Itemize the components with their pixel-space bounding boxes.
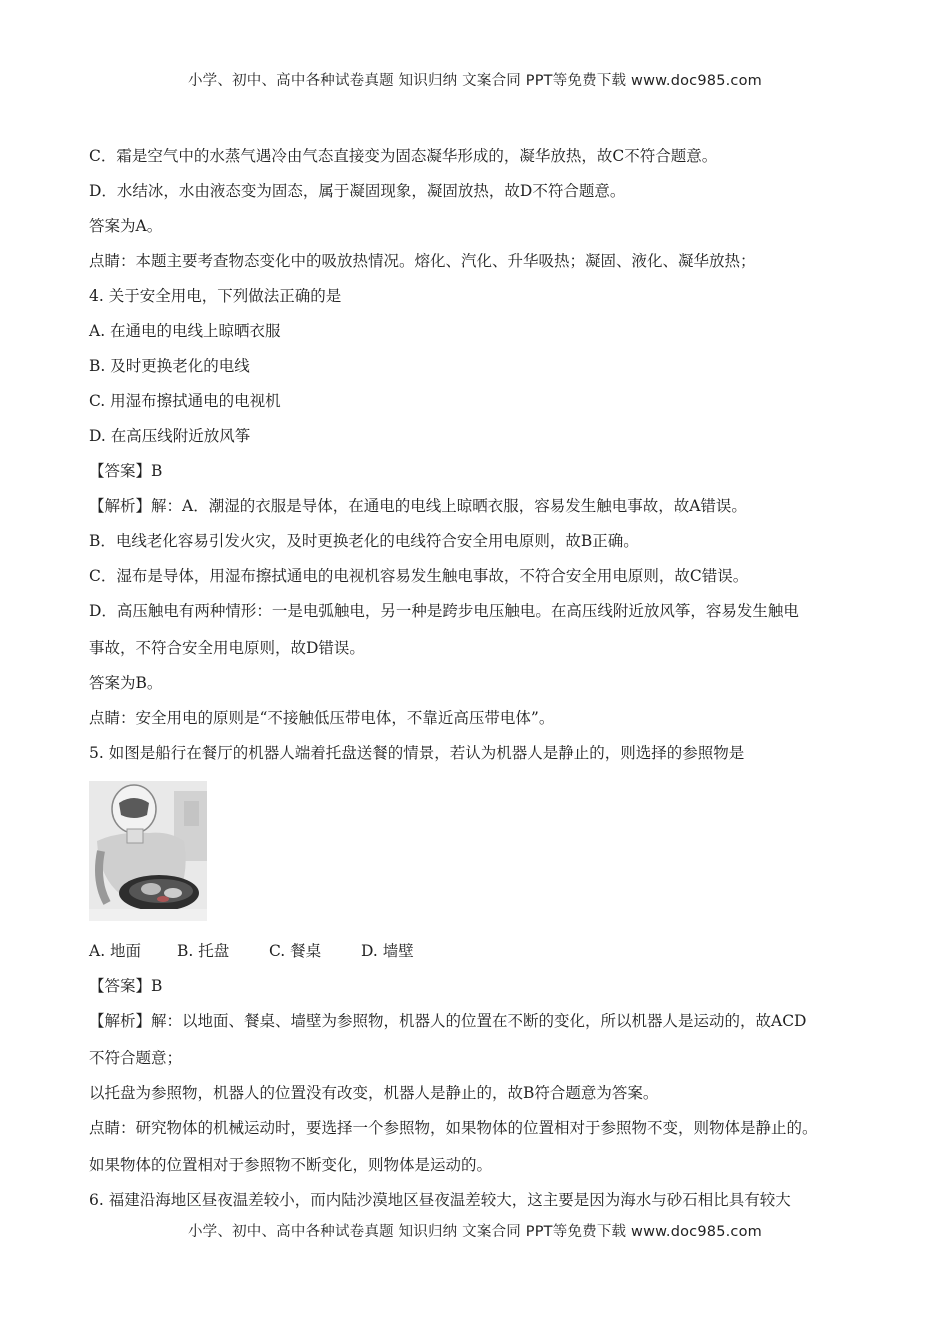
answer: 【答案】B <box>89 977 163 995</box>
option-d: D. 墙壁 <box>361 942 414 960</box>
page-footer: 小学、初中、高中各种试卷真题 知识归纳 文案合同 PPT等免费下载 www.doc985.com <box>187 1224 763 1240</box>
option-a: A. 地面 <box>89 942 142 960</box>
option-b: B. 托盘 <box>177 942 230 960</box>
option-d: D. 在高压线附近放风筝 <box>89 427 251 445</box>
text-line: D．水结冰，水由液态变为固态，属于凝固现象，凝固放热，故D不符合题意。 <box>89 182 626 200</box>
option-b: B. 及时更换老化的电线 <box>89 357 250 375</box>
text-line: 点睛：本题主要考查物态变化中的吸放热情况。熔化、汽化、升华吸热；凝固、液化、凝华放热； <box>89 252 756 270</box>
option-a: A. 在通电的电线上晾晒衣服 <box>89 322 281 340</box>
page-header: 小学、初中、高中各种试卷真题 知识归纳 文案合同 PPT等免费下载 www.doc985.com <box>187 73 763 89</box>
text-line: 答案为B。 <box>89 674 163 692</box>
tip-line: 点睛：安全用电的原则是“不接触低压带电体，不靠近高压带电体”。 <box>89 709 555 727</box>
analysis-line: 【解析】解：A．潮湿的衣服是导体，在通电的电线上晾晒衣服，容易发生触电事故，故A错误。 <box>89 497 747 515</box>
tip-line: 点睛：研究物体的机械运动时，要选择一个参照物，如果物体的位置相对于参照物不变，则物体是静止的。 <box>89 1119 818 1137</box>
options-row <box>89 941 414 961</box>
option-c: C. 餐桌 <box>269 942 322 960</box>
text-line: C．霜是空气中的水蒸气遇冷由气态直接变为固态凝华形成的，凝华放热，故C不符合题意。 <box>89 147 718 165</box>
analysis-line: 以托盘为参照物，机器人的位置没有改变，机器人是静止的，故B符合题意为答案。 <box>89 1084 659 1102</box>
robot-waiter-photo <box>89 781 207 921</box>
analysis-line: 不符合题意； <box>89 1049 183 1067</box>
option-c: C. 用湿布擦拭通电的电视机 <box>89 392 281 410</box>
analysis-line: D．高压触电有两种情形：一是电弧触电，另一种是跨步电压触电。在高压线附近放风筝，容易发生触电 <box>89 602 799 620</box>
analysis-line: B．电线老化容易引发火灾，及时更换老化的电线符合安全用电原则，故B正确。 <box>89 532 639 550</box>
analysis-line: 事故，不符合安全用电原则，故D错误。 <box>89 639 365 657</box>
tip-line: 如果物体的位置相对于参照物不断变化，则物体是运动的。 <box>89 1156 493 1174</box>
question-6: 6. 福建沿海地区昼夜温差较小，而内陆沙漠地区昼夜温差较大，这主要是因为海水与砂石相比具有较大 <box>89 1191 791 1209</box>
question-4: 4. 关于安全用电，下列做法正确的是 <box>89 287 342 305</box>
analysis-line: 【解析】解：以地面、餐桌、墙壁为参照物，机器人的位置在不断的变化，所以机器人是运动的，故ACD <box>89 1012 807 1030</box>
question-5: 5. 如图是船行在餐厅的机器人端着托盘送餐的情景，若认为机器人是静止的，则选择的参照物是 <box>89 744 745 762</box>
text-line: 答案为A。 <box>89 217 163 235</box>
answer: 【答案】B <box>89 462 163 480</box>
analysis-line: C．湿布是导体，用湿布擦拭通电的电视机容易发生触电事故，不符合安全用电原则，故C错误。 <box>89 567 749 585</box>
